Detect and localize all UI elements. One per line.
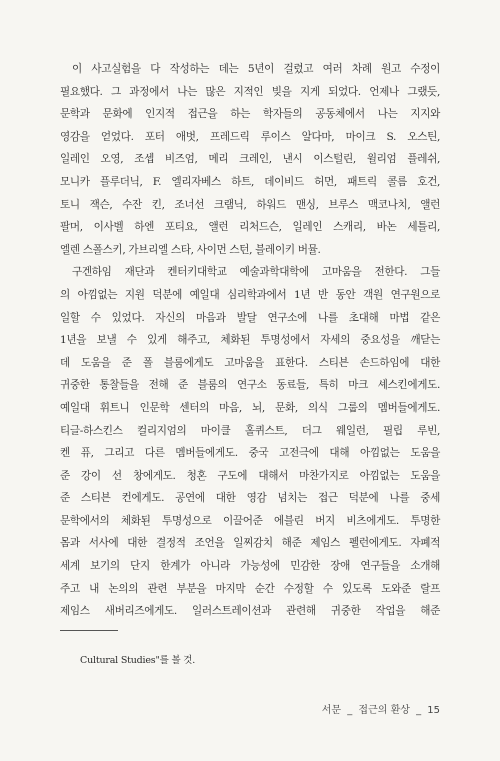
text-line: 이 사고실험을 다 작성하는 데는 5년이 걸렸고 여러 차례 원고 수정이 [72,63,440,75]
text-line: 토니 잭슨, 수잔 킨, 조너선 크램닉, 하워드 맨싱, 브루스 맥코나치, 앨런 [60,198,440,211]
text-line: 준 강이 선 창에게도. 청혼 구도에 대해서 마찬가지로 아낌없는 도움을 [60,469,440,482]
text-line: 엘렌 스폴스키, 가브리엘 스타, 사이먼 스턴, 블레이키 버뮬. [60,243,321,256]
text-line: 예일대 휘트니 인문학 센터의 마음, 뇌, 문화, 의식 그룹의 멤버들에게도. [60,401,440,414]
text-line: 필요했다. 그 과정에서 나는 많은 지적인 빚을 지게 되었다. 언제나 그랬듯, [60,85,440,98]
text-line: 의 아낌없는 지원 덕분에 예일대 심리학과에서 1년 반 동안 객원 연구원으로 [60,288,440,301]
text-line: 문학에서의 체화된 투명성으로 이끌어준 에블린 버지 비츠에게도. 투명한 [60,514,440,527]
text-line: 데 도움을 준 폴 블룸에게도 고마움을 표한다. 스티븐 손드하임에 대한 [60,356,440,369]
footnote: Cultural Studies"를 볼 것. [80,655,196,666]
footer-section-title: 서문 [321,705,342,716]
footnote-divider [60,630,118,631]
paragraph-acknowledgements-1 [60,58,440,261]
paragraph-acknowledgements-2 [60,261,440,623]
body-text [60,58,440,623]
text-line: 1년을 보낼 수 있게 해주고, 체화된 투명성에서 자세의 중요성을 깨닫는 [60,334,440,347]
text-line: 티글-하스킨스 컬리지엄의 마이클 홀퀴스트, 더그 웨일런, 필립 루빈, [60,424,440,437]
text-line: 준 스티븐 컨에게도. 공연에 대한 영감 넘치는 접근 덕분에 나를 중세 [60,492,440,505]
text-line: 세계 보기의 단지 한계가 아니라 가능성에 민감한 장애 연구들을 소개해 [60,560,440,573]
footer-chapter-title: 접근의 환상 [358,705,410,716]
running-footer [319,701,440,716]
text-line: 몸과 서사에 대한 결정적 조언을 일찌감치 해준 제임스 펠런에게도. 자폐적 [60,537,440,550]
text-line: 일레인 오영, 조셉 비즈엄, 메리 크레인, 낸시 이스털린, 윌리엄 플레쉬, [60,153,440,166]
text-line: 팔머, 이사벨 하엔 포티요, 앨런 리처드슨, 일레인 스캐리, 바논 세틀리, [60,221,440,234]
text-line: 주고 내 논의의 관련 부분을 마지막 순간 수정할 수 있도록 도와준 랄프 [60,582,440,595]
text-line: 일할 수 있었다. 자신의 마음과 발달 연구소에 나를 초대해 마법 같은 [60,311,440,324]
text-line: 모니카 플루더닉, F. 엘리자베스 하트, 데이비드 허먼, 패트릭 콜름 호건, [60,175,440,188]
text-line: 구겐하임 재단과 켄터키대학교 예술과학대학에 고마움을 전한다. 그들 [72,266,440,279]
text-line: 켄 퓨, 그리고 다른 멤버들에게도. 중국 고전극에 대해 아낌없는 도움을 [60,447,440,460]
page-number: 15 [427,705,440,716]
text-line: 제임스 새버리즈에게도. 일러스트레이션과 관련해 귀중한 작업을 해준 [60,605,440,618]
text-line: 문학과 문화에 인지적 접근을 하는 학자들의 공동체에서 나는 지지와 [60,108,440,121]
footer-separator: _ [416,705,422,716]
text-line: 영감을 얻었다. 포터 애벗, 프레드릭 루이스 알다마, 마이크 S. 오스틴, [60,130,440,143]
footer-separator: _ [347,705,353,716]
text-line: 귀중한 통찰들을 전해 준 블룸의 연구소 동료들, 특히 마크 셰스킨에게도. [60,379,440,392]
